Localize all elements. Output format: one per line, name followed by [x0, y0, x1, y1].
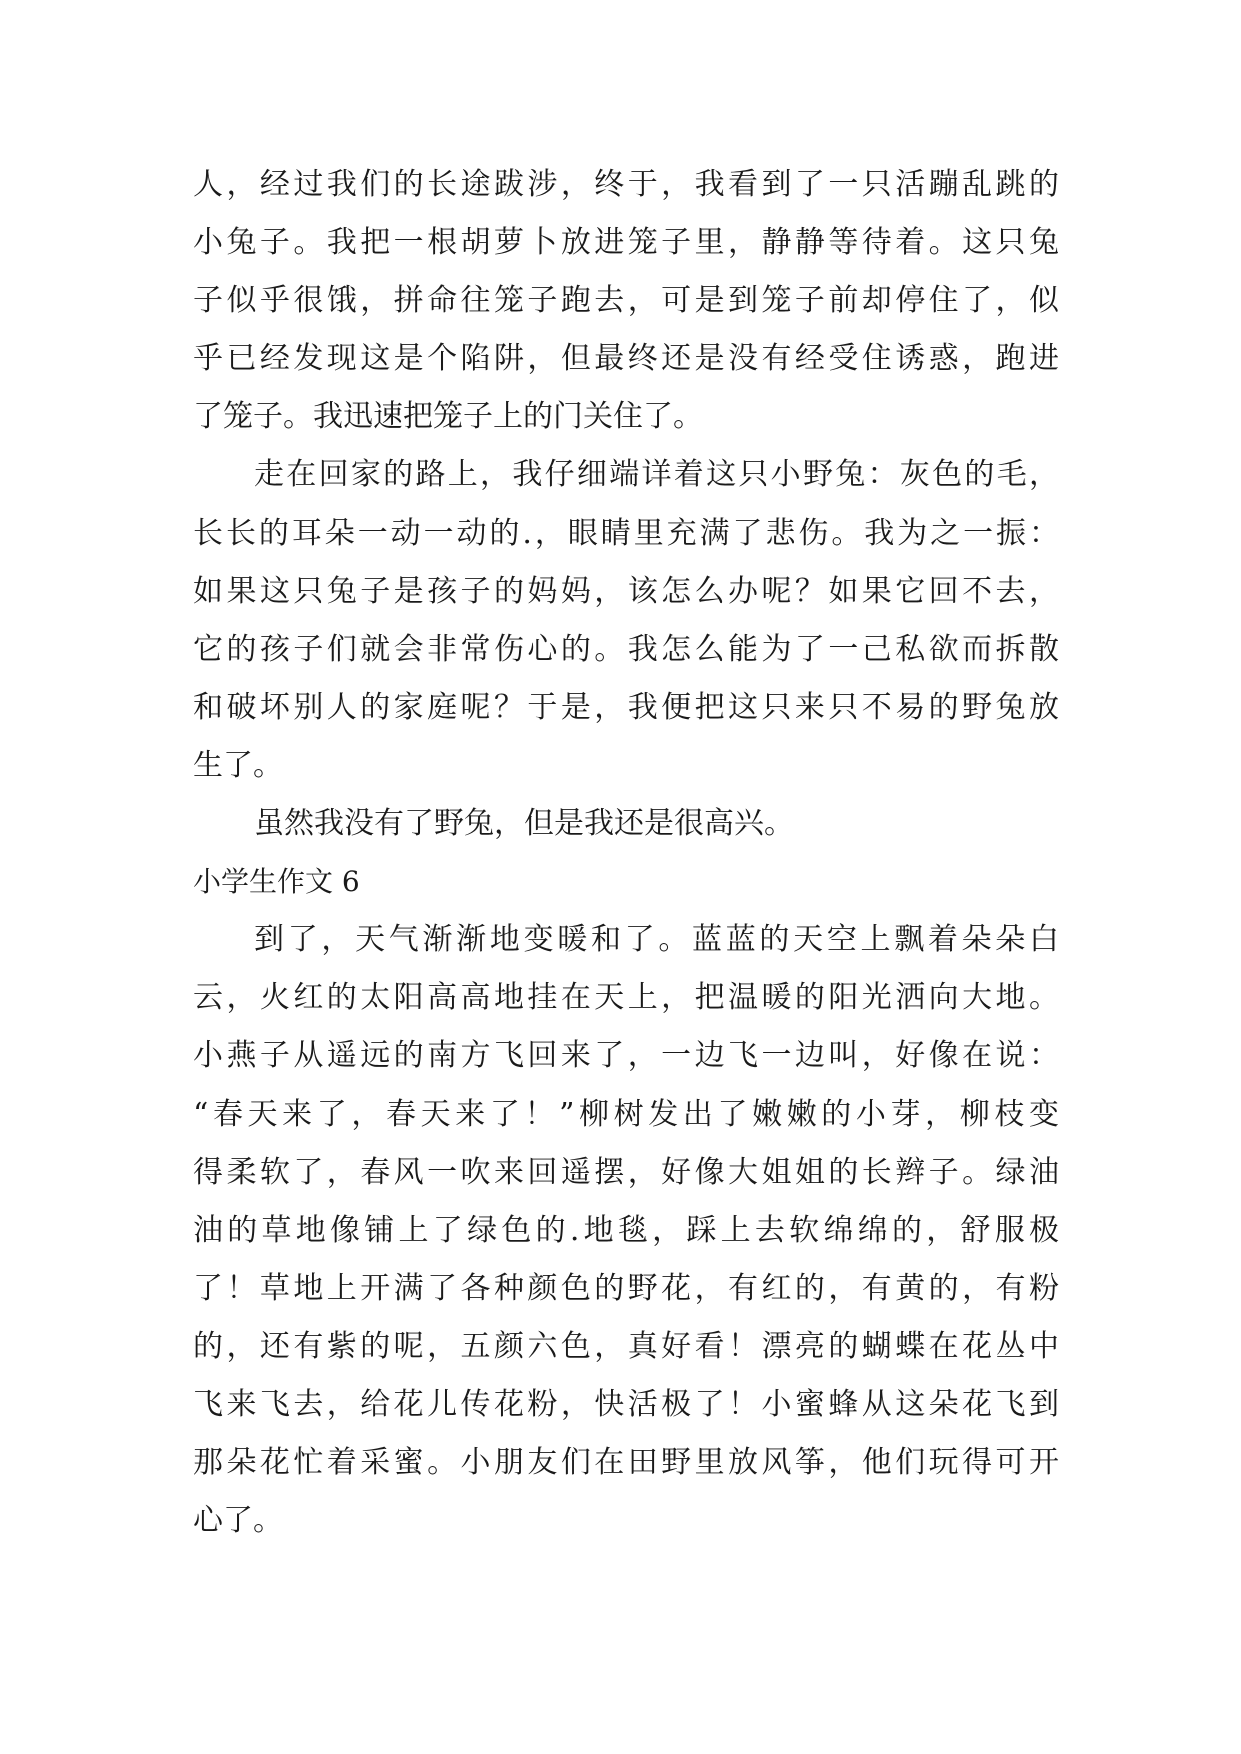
paragraph-spring	[193, 911, 1059, 1550]
text-line: 得柔软了，春风一吹来回遥摆，好像大姐姐的长辫子。绿油	[193, 1154, 1059, 1190]
text-line: 小燕子从遥远的南方飞回来了，一边飞一边叫，好像在说：	[193, 1038, 1059, 1074]
text-line: 和破坏别人的家庭呢？于是，我便把这只来只不易的野兔放	[193, 689, 1059, 725]
text-line: 如果这只兔子是孩子的妈妈，该怎么办呢？如果它回不去，	[193, 573, 1059, 609]
text-line: 生了。	[193, 747, 283, 783]
text-line: 了！草地上开满了各种颜色的野花，有红的，有黄的，有粉	[193, 1270, 1059, 1306]
text-line: 油的草地像铺上了绿色的.地毯，踩上去软绵绵的，舒服极	[193, 1212, 1059, 1248]
text-line: 人，经过我们的长途跋涉，终于，我看到了一只活蹦乱跳的	[193, 167, 1059, 202]
section-heading: 小学生作文 6	[193, 865, 360, 899]
text-line: 虽然我没有了野兔，但是我还是很高兴。	[254, 806, 794, 842]
text-line: “春天来了，春天来了！”柳树发出了嫩嫩的小芽，柳枝变	[193, 1096, 1059, 1132]
text-line: 子似乎很饿，拼命往笼子跑去，可是到笼子前却停住了，似	[193, 283, 1059, 319]
text-line: 飞来飞去，给花儿传花粉，快活极了！小蜜蜂从这朵花飞到	[193, 1386, 1059, 1422]
text-line: 心了。	[193, 1503, 283, 1539]
document-page	[193, 156, 1059, 1550]
text-line: 了笼子。我迅速把笼子上的门关住了。	[193, 399, 703, 435]
text-line: 小兔子。我把一根胡萝卜放进笼子里，静静等待着。这只兔	[193, 225, 1059, 261]
text-line: 长长的耳朵一动一动的.，眼睛里充满了悲伤。我为之一振：	[193, 515, 1059, 551]
text-line: 到了，天气渐渐地变暖和了。蓝蓝的天空上飘着朵朵白	[254, 922, 1059, 958]
paragraph-continuation	[193, 156, 1059, 446]
text-line: 那朵花忙着采蜜。小朋友们在田野里放风筝，他们玩得可开	[193, 1445, 1059, 1481]
text-line: 乎已经发现这是个陷阱，但最终还是没有经受住诱惑，跑进	[193, 341, 1059, 377]
paragraph-conclusion	[193, 795, 1059, 853]
text-line: 云，火红的太阳高高地挂在天上，把温暖的阳光洒向大地。	[193, 980, 1059, 1016]
text-line: 走在回家的路上，我仔细端详着这只小野兔：灰色的毛，	[254, 457, 1059, 493]
text-line: 它的孩子们就会非常伤心的。我怎么能为了一己私欲而拆散	[193, 631, 1059, 667]
text-line: 的，还有紫的呢，五颜六色，真好看！漂亮的蝴蝶在花丛中	[193, 1328, 1059, 1364]
paragraph-walking-home	[193, 446, 1059, 795]
